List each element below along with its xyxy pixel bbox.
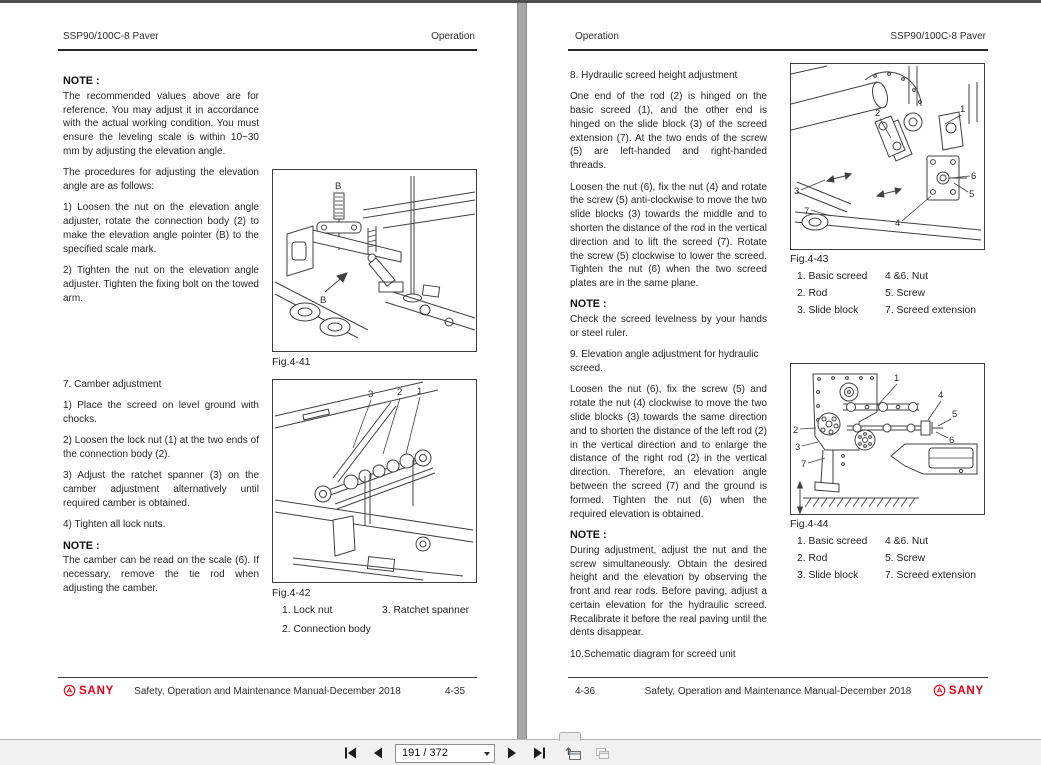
note-title: NOTE : <box>63 75 100 87</box>
paragraph: The procedures for adjusting the elevation angle are as follows: <box>63 167 259 193</box>
footer-rule <box>58 677 477 678</box>
figure-4-43-drawing <box>791 64 984 249</box>
fig-label: 1 <box>960 104 966 115</box>
sany-wordmark: SANY <box>79 684 115 697</box>
figure-caption: Fig.4-41 <box>272 356 311 368</box>
previous-page-button[interactable] <box>368 743 388 763</box>
figure-legend-item: 4 &6. Nut <box>885 271 928 282</box>
page-footer <box>58 684 477 700</box>
step-item: 3) Adjust the ratchet spanner (3) on the camber adjustment alternatively until required camber is obtained. <box>63 470 259 510</box>
first-page-button[interactable] <box>341 743 361 763</box>
figure-legend-item: 4 &6. Nut <box>885 536 928 547</box>
footer-page-number: 4-35 <box>444 686 465 697</box>
fig-label: 2 <box>793 425 799 436</box>
header-doc-title: SSP90/100C-8 Paver <box>63 31 159 42</box>
fig-label: 6 <box>971 171 977 182</box>
figure-caption: Fig.4-44 <box>790 518 829 530</box>
next-page-icon <box>506 747 518 759</box>
sany-wordmark: SANY <box>948 684 984 697</box>
fig-label: 7 <box>804 206 810 217</box>
fig-label: 7 <box>801 459 807 470</box>
cascade-windows-icon <box>594 746 611 761</box>
fig-label: 2 <box>397 387 403 398</box>
figure-legend-item: 7. Screed extension <box>885 570 977 581</box>
figure-legend-item: 5. Screw <box>885 553 926 564</box>
step-item: 2) Tighten the nut on the elevation angle adjuster. Tighten the fixing bolt on the towed arm. <box>63 265 259 304</box>
fig-label: 3 <box>794 186 800 197</box>
header-section-title: Operation <box>431 31 475 42</box>
figure-legend-item: 2. Connection body <box>282 624 371 635</box>
figure-legend-item: 1. Basic screed <box>797 271 868 282</box>
fig-label: 1 <box>417 386 423 397</box>
left-page <box>0 3 517 739</box>
figure-legend-item: 7. Screed extension <box>885 305 977 316</box>
fig-label: 3 <box>795 442 801 453</box>
step-item: 1) Loosen the nut on the elevation angle adjuster, rotate the connection body (2) to make the elevation angle pointer (B) to the specified scale mark. <box>63 202 259 255</box>
bottom-toolbar <box>0 739 1041 765</box>
header-section-title: Operation <box>575 31 619 42</box>
fig-label: 4 <box>938 390 944 401</box>
paragraph: Loosen the nut (6), fix the screw (5) and rotate the nut (4) clockwise to move the two slide blocks (3) towards the same direction and to shorten the distance of the left rod (2) in the vertical direction and to enlarge the distance of the right rod (2) in the vertical direction. Therefore, an elevation angle between the screed (7) and the ground is formed. Tighten the nut (6) when the required elevation is obtained. <box>570 384 767 520</box>
figure-legend-item: 2. Rod <box>797 553 828 564</box>
page-number-combobox[interactable] <box>395 744 495 763</box>
section-heading: 8. Hydraulic screed height adjustment <box>570 70 738 81</box>
sany-emblem-icon <box>933 684 946 697</box>
next-page-button[interactable] <box>502 743 522 763</box>
last-page-icon <box>532 747 546 759</box>
figure-legend-item: 2. Rod <box>797 288 828 299</box>
note-body: Check the screed levelness by your hands or steel ruler. <box>570 314 767 340</box>
figure-legend-item: 5. Screw <box>885 288 926 299</box>
first-page-icon <box>344 747 358 759</box>
toolbar-handle[interactable] <box>559 732 581 741</box>
note-body: The recommended values above are for reference. You may adjust it in accordance with the actual working condition. You must ensure the leveling scale is within 10~30 mm by adjusting the elevation angle. <box>63 90 259 157</box>
note-title: NOTE : <box>63 539 100 552</box>
page-gap <box>517 3 527 739</box>
figure-4-41-drawing <box>273 170 476 351</box>
page-number-input[interactable] <box>396 745 482 762</box>
figure-4-44 <box>790 363 985 515</box>
footer-rule <box>568 677 988 678</box>
footer-center-text: Safety, Operation and Maintenance Manual-December 2018 <box>134 686 401 697</box>
fig-label: B <box>320 295 327 306</box>
paragraph: One end of the rod (2) is hinged on the basic screed (1), and the other end is hinged on the slide block (3) of the screed extension (7). At the two ends of the screw (5) are left-handed and right-handed threads. <box>570 91 767 172</box>
figure-caption: Fig.4-43 <box>790 253 829 265</box>
step-item: 1) Place the screed on level ground with chocks. <box>63 400 259 426</box>
popout-window-button[interactable] <box>562 743 584 763</box>
fig-label: 6 <box>949 435 955 446</box>
text-column <box>63 75 259 313</box>
figure-legend-item: 3. Slide block <box>797 570 859 581</box>
fig-label: 5 <box>952 409 958 420</box>
note-body: During adjustment, adjust the nut and the screw simultaneously. Obtain the desired height and the elevation by observing the front and rear rods. Before paving, adjust a certain elevation for the hydraulic screed. Recalibrate it before the real paving until the dents disappear. <box>570 544 767 639</box>
fig-label: 2 <box>875 108 881 119</box>
step-item: 4) Tighten all lock nuts. <box>63 519 166 531</box>
section-heading: 7. Camber adjustment <box>63 379 162 390</box>
right-page <box>527 3 1041 739</box>
popout-window-icon <box>565 746 582 761</box>
text-column <box>570 69 767 669</box>
figure-legend-item: 1. Basic screed <box>797 536 868 547</box>
page-navigation <box>341 742 613 764</box>
footer-brand-logo <box>933 684 984 697</box>
header-doc-title: SSP90/100C-8 Paver <box>890 31 986 42</box>
header-rule <box>568 49 988 51</box>
figure-4-41 <box>272 169 477 352</box>
fig-label: 4 <box>895 218 901 229</box>
figure-4-42-drawing <box>273 380 476 582</box>
fig-label: 5 <box>969 189 975 200</box>
figure-4-43 <box>790 63 985 250</box>
step-item: 2) Loosen the lock nut (1) at the two ends of the connection body (2). <box>63 435 259 461</box>
footer-page-number: 4-36 <box>575 686 596 697</box>
page-footer <box>568 684 988 700</box>
last-page-button[interactable] <box>529 743 549 763</box>
fig-label: B <box>335 181 342 192</box>
previous-page-icon <box>372 747 384 759</box>
fig-label: 1 <box>894 373 900 384</box>
running-header <box>58 31 477 47</box>
figure-4-42 <box>272 379 477 583</box>
paragraph: Loosen the nut (6), fix the nut (4) and rotate the screw (5) anti-clockwise to move the two slide blocks (3) towards the middle and to shorten the distance of the rod in the vertical direction and to lift the screed (7). Rotate the screw (5) clockwise to lower the screed. Tighten the nut (6) when the two screed plates are in the same plane. <box>570 181 767 290</box>
figure-legend-item: 3. Slide block <box>797 305 859 316</box>
section-heading: 9. Elevation angle adjustment for hydraulic screed. <box>570 349 759 375</box>
running-header <box>568 31 988 47</box>
footer-center-text: Safety, Operation and Maintenance Manual-December 2018 <box>644 686 912 697</box>
header-rule <box>58 49 477 51</box>
figure-legend-item: 3. Ratchet spanner <box>382 605 470 616</box>
figure-caption: Fig.4-42 <box>272 587 311 599</box>
fig-label: 3 <box>368 389 374 400</box>
note-body: The camber can be read on the scale (6). If necessary, remove the tie rod when adjusting the camber. <box>63 555 259 595</box>
text-column <box>63 378 259 603</box>
note-title: NOTE : <box>570 298 607 311</box>
cascade-windows-button[interactable] <box>591 743 613 763</box>
note-title: NOTE : <box>570 528 607 541</box>
section-heading: 10.Schematic diagram for screed unit <box>570 648 736 660</box>
combobox-caret-icon[interactable] <box>484 752 490 756</box>
figure-4-44-drawing <box>791 364 984 514</box>
figure-legend-item: 1. Lock nut <box>282 605 333 616</box>
